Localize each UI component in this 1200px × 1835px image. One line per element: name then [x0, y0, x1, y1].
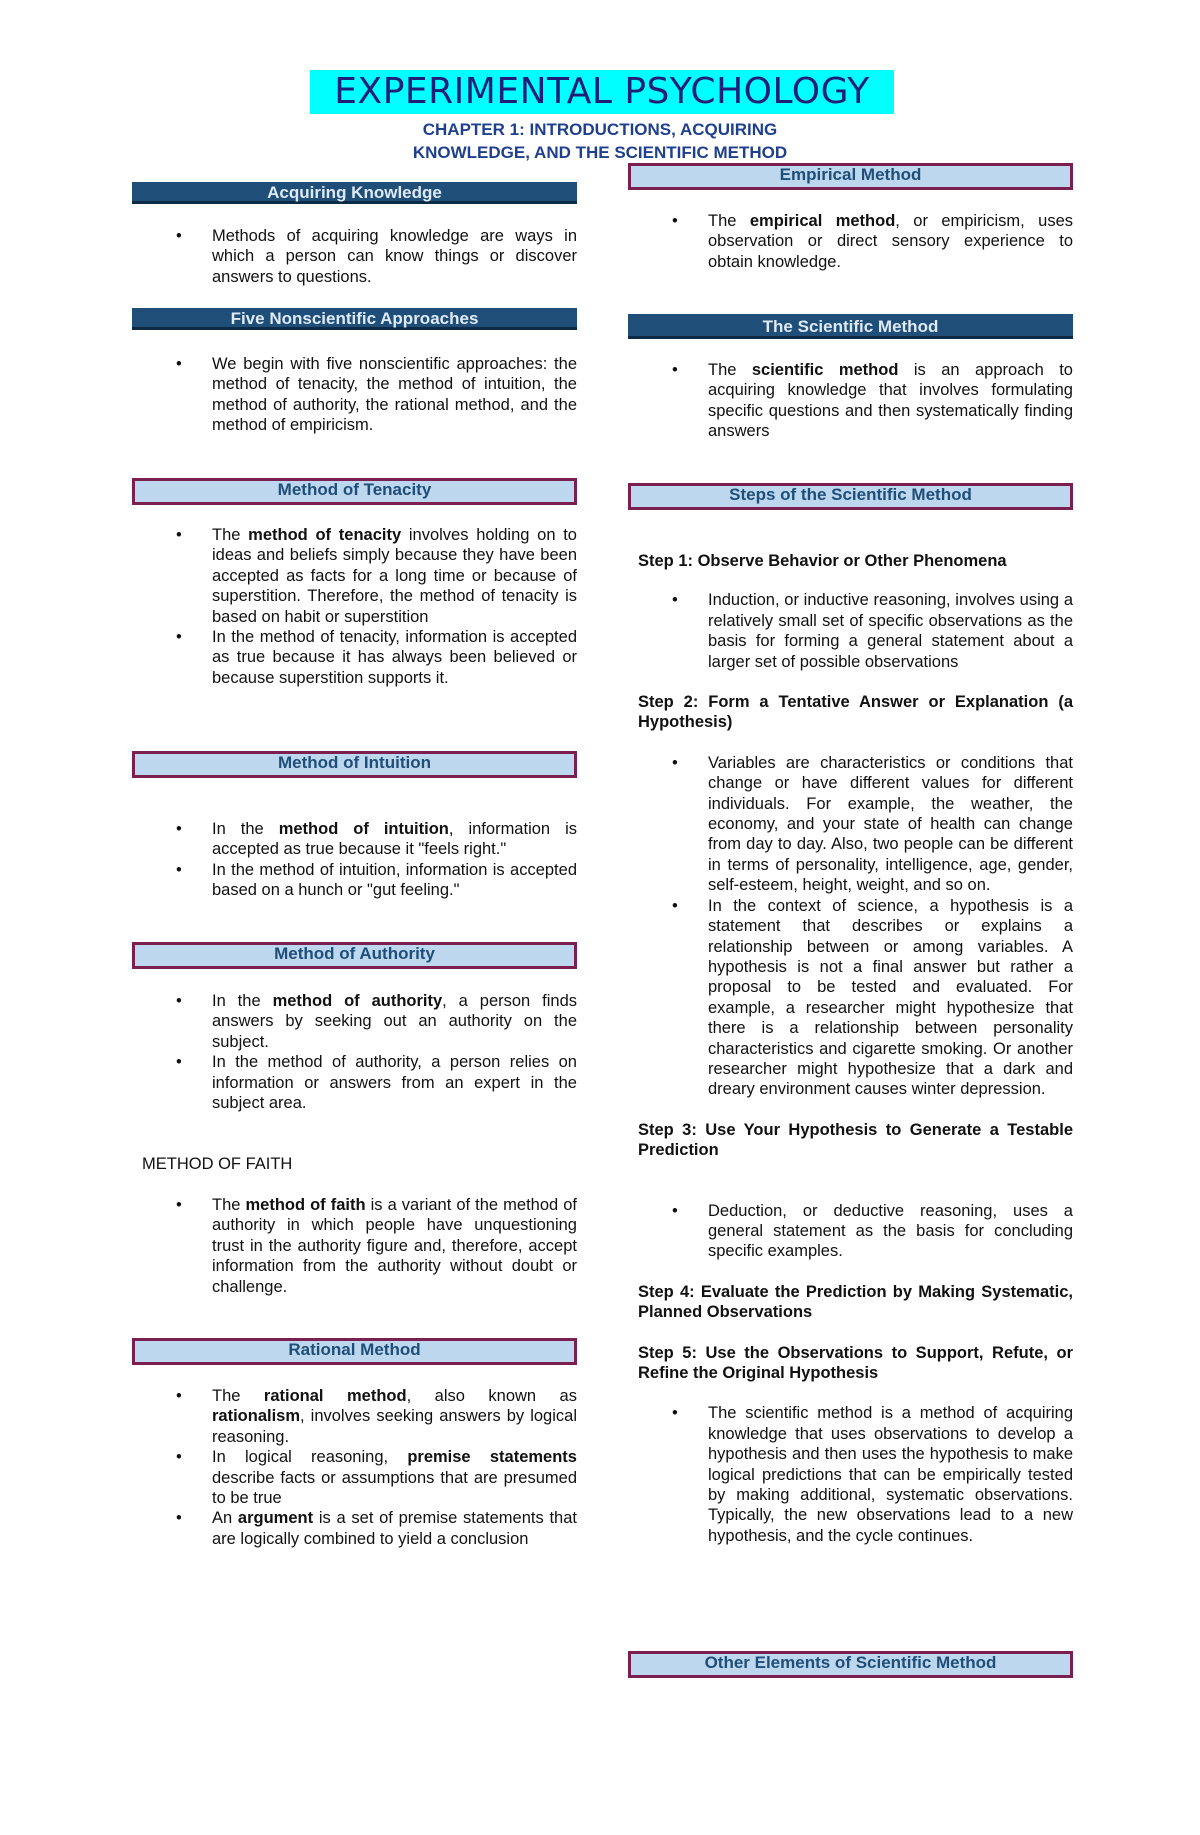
- bullet-list: [628, 211, 1073, 272]
- list-item: • The rational method, also known as rationalism, involves seeking answers by logical reasoning.: [212, 1386, 577, 1447]
- list-item: • In the method of tenacity, information is accepted as true because it has always been believed or because superstition supports it.: [212, 627, 577, 688]
- bullet-list: [132, 1195, 577, 1297]
- acquiring-knowledge-header: Acquiring Knowledge: [132, 182, 577, 204]
- list-item: • We begin with five nonscientific approaches: the method of tenacity, the method of intuition, the method of authority, the rational method, and the method of empiricism.: [212, 354, 577, 436]
- list-item: • Variables are characteristics or conditions that change or have different values for different individuals. For example, the weather, the economy, and your state of health can change from day to day. Also, two people can be different in terms of personality, intelligence, age, gender, self-esteem, height, weight, and so on.: [708, 753, 1073, 896]
- bullet-list: [132, 819, 577, 901]
- step-5-heading: Step 5: Use the Observations to Support, Refute, or Refine the Original Hypothesis: [638, 1343, 1073, 1382]
- other-elements-header: Other Elements of Scientific Method: [628, 1651, 1073, 1678]
- five-nonscientific-section: [132, 354, 577, 436]
- list-item: • In logical reasoning, premise statements describe facts or assumptions that are presumed to be true: [212, 1447, 577, 1508]
- list-item: • The scientific method is a method of acquiring knowledge that uses observations to develop a hypothesis and then uses the hypothesis to make logical predictions that can be empirically tested by making additional, systematic observations. Typically, the new observations lead to a new hypothesis, and the cycle continues.: [708, 1403, 1073, 1546]
- method-of-intuition-header: Method of Intuition: [132, 751, 577, 778]
- empirical-method-section: [628, 211, 1073, 272]
- step-1-heading: Step 1: Observe Behavior or Other Phenomena: [638, 552, 1007, 570]
- bullet-list: [132, 226, 577, 287]
- step-4-heading: Step 4: Evaluate the Prediction by Making Systematic, Planned Observations: [638, 1282, 1073, 1322]
- method-of-tenacity-header: Method of Tenacity: [132, 478, 577, 505]
- method-of-faith-label: METHOD OF FAITH: [142, 1155, 293, 1173]
- chapter-subtitle: [300, 118, 900, 164]
- list-item: • The method of faith is a variant of the method of authority in which people have unquestioning trust in the authority figure and, therefore, accept information from the authority without doubt or challenge.: [212, 1195, 577, 1297]
- bullet-list: [628, 360, 1073, 442]
- bullet-list: [132, 354, 577, 436]
- list-item: • In the method of authority, a person relies on information or answers from an expert in the subject area.: [212, 1052, 577, 1113]
- step-3-heading: Step 3: Use Your Hypothesis to Generate a Testable Prediction: [638, 1120, 1073, 1160]
- scientific-method-section: [628, 360, 1073, 442]
- list-item: • The method of tenacity involves holding on to ideas and beliefs simply because they have been accepted as facts for a long time or because of superstition. Therefore, the method of tenacity is based on habit or superstition: [212, 525, 577, 627]
- five-nonscientific-header: Five Nonscientific Approaches: [132, 308, 577, 330]
- list-item: • Induction, or inductive reasoning, involves using a relatively small set of specific observations as the basis for forming a general statement about a larger set of possible observations: [708, 590, 1073, 672]
- bullet-list: [132, 525, 577, 688]
- empirical-method-header: Empirical Method: [628, 163, 1073, 190]
- bullet-list: [638, 590, 1073, 672]
- list-item: • The scientific method is an approach to acquiring knowledge that involves formulating specific questions and then systematically finding answers: [708, 360, 1073, 442]
- rational-method-header: Rational Method: [132, 1338, 577, 1365]
- list-item: • An argument is a set of premise statements that are logically combined to yield a conclusion: [212, 1508, 577, 1549]
- bullet-list: [132, 1386, 577, 1549]
- steps-scientific-method-header: Steps of the Scientific Method: [628, 483, 1073, 510]
- scientific-method-header: The Scientific Method: [628, 314, 1073, 339]
- list-item: • In the context of science, a hypothesis is a statement that describes or explains a relationship between or among variables. A hypothesis is not a final answer but rather a proposal to be tested and evaluated. For example, a researcher might hypothesize that there is a relationship between personality characteristics and cigarette smoking. Or another researcher might hypothesize that a dark and dreary environment causes winter depression.: [708, 896, 1073, 1100]
- list-item: • In the method of intuition, information is accepted based on a hunch or "gut feeling.": [212, 860, 577, 901]
- document-title: EXPERIMENTAL PSYCHOLOGY: [310, 70, 894, 114]
- list-item: • Methods of acquiring knowledge are ways in which a person can know things or discover answers to questions.: [212, 226, 577, 287]
- rational-method-section: [132, 1386, 577, 1549]
- bullet-list: [638, 1201, 1073, 1262]
- list-item: • In the method of authority, a person finds answers by seeking out an authority on the subject.: [212, 991, 577, 1052]
- step-2-heading: Step 2: Form a Tentative Answer or Explanation (a Hypothesis): [638, 693, 1073, 732]
- method-of-authority-section: [132, 991, 577, 1113]
- method-of-faith-section: [132, 1195, 577, 1297]
- method-of-tenacity-section: [132, 525, 577, 688]
- steps-section: [638, 551, 1073, 1546]
- subtitle-line-2: KNOWLEDGE, AND THE SCIENTIFIC METHOD: [412, 143, 788, 162]
- list-item: • The empirical method, or empiricism, uses observation or direct sensory experience to obtain knowledge.: [708, 211, 1073, 272]
- acquiring-knowledge-section: [132, 226, 577, 287]
- method-of-authority-header: Method of Authority: [132, 942, 577, 969]
- list-item: • Deduction, or deductive reasoning, uses a general statement as the basis for concluding specific examples.: [708, 1201, 1073, 1262]
- bullet-list: [638, 753, 1073, 1100]
- subtitle-line-1: CHAPTER 1: INTRODUCTIONS, ACQUIRING: [422, 120, 778, 139]
- bullet-list: [638, 1403, 1073, 1546]
- method-of-intuition-section: [132, 819, 577, 901]
- bullet-list: [132, 991, 577, 1113]
- list-item: • In the method of intuition, information is accepted as true because it "feels right.": [212, 819, 577, 860]
